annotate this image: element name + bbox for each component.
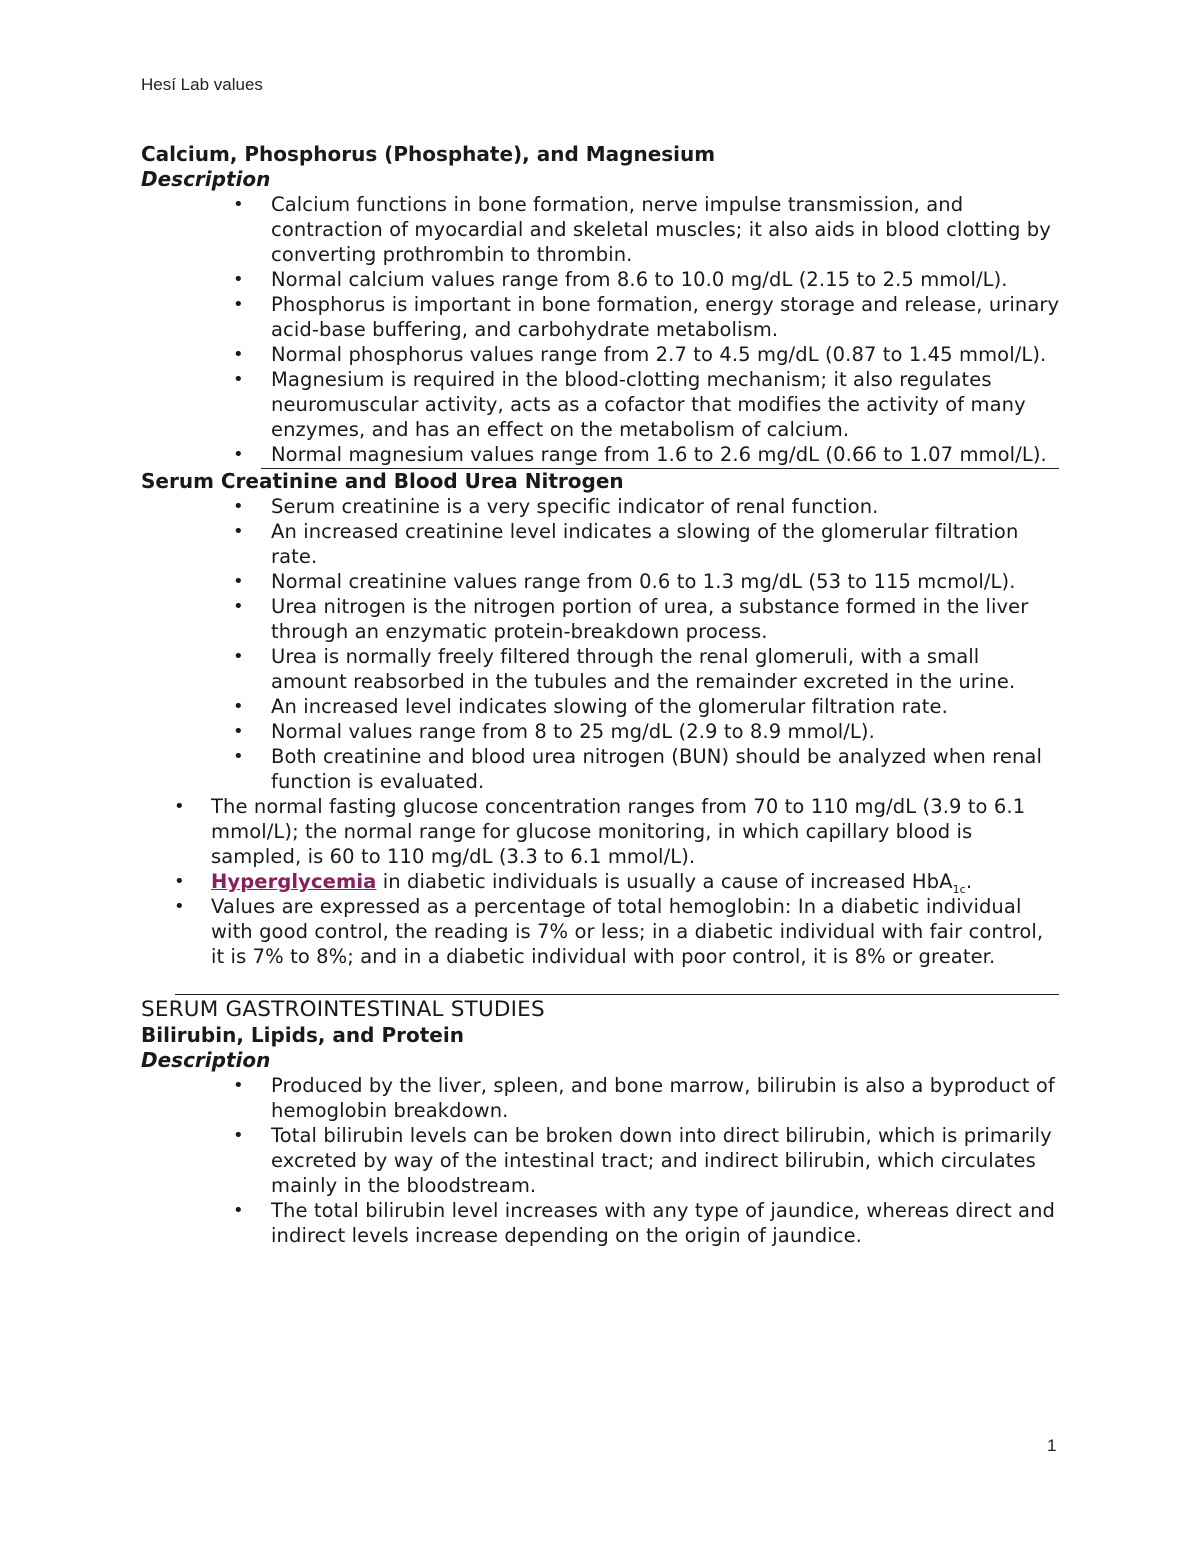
list-item: • The total bilirubin level increases with any type of jaundice, whereas direct and indirect levels increase depending on the origin of jaundice.: [233, 1199, 1056, 1247]
document-body: [141, 142, 1061, 1248]
list-item: • An increased creatinine level indicates a slowing of the glomerular filtration rate.: [233, 520, 1019, 568]
bullet-icon: •: [233, 294, 244, 315]
bullet-icon: •: [233, 721, 244, 742]
list-item: • Phosphorus is important in bone formation, energy storage and release, urinary acid-base buffering, and carbohydrate metabolism.: [233, 293, 1060, 341]
bullet-icon: •: [233, 194, 244, 215]
list-item: • Calcium functions in bone formation, nerve impulse transmission, and contraction of myocardial and skeletal muscles; it also aids in blood clotting by converting prothrombin to thrombin.: [233, 193, 1051, 266]
section-title-gastrointestinal: SERUM GASTROINTESTINAL STUDIES: [141, 997, 545, 1022]
list-item: • Hyperglycemia in diabetic individuals is usually a cause of increased HbA$_{1c}$.: [174, 870, 973, 896]
list-item: • Both creatinine and blood urea nitrogen (BUN) should be analyzed when renal function is evaluated.: [233, 745, 1042, 793]
subheading-bilirubin: Bilirubin, Lipids, and Protein: [141, 1023, 464, 1047]
bullet-icon: •: [174, 796, 185, 817]
list-item: • An increased level indicates slowing of the glomerular filtration rate.: [233, 695, 948, 718]
bullet-icon: •: [233, 344, 244, 365]
list-item: • Normal values range from 8 to 25 mg/dL (2.9 to 8.9 mmol/L).: [233, 720, 875, 743]
description-heading: Description: [141, 1048, 271, 1072]
bullet-icon: •: [233, 1200, 244, 1221]
description-heading: Description: [141, 167, 271, 191]
list-item: • Urea is normally freely filtered through the renal glomeruli, with a small amount reabsorbed in the tubules and the remainder excreted in the urine.: [233, 645, 1016, 693]
bullet-icon: •: [233, 444, 244, 465]
list-item: • Normal magnesium values range from 1.6 to 2.6 mg/dL (0.66 to 1.07 mmol/L).: [233, 443, 1047, 466]
bullet-icon: •: [233, 1075, 244, 1096]
bullet-icon: •: [233, 496, 244, 517]
list-item: • Magnesium is required in the blood-clotting mechanism; it also regulates neuromuscular activity, acts as a cofactor that modifies the activity of many enzymes, and has an effect on the metabolism of calcium.: [233, 368, 1026, 441]
list-item: • Total bilirubin levels can be broken down into direct bilirubin, which is primarily excreted by way of the intestinal tract; and indirect bilirubin, which circulates mainly in the bloodstream.: [233, 1124, 1052, 1197]
bullet-icon: •: [233, 1125, 244, 1146]
list-item: • Serum creatinine is a very specific indicator of renal function.: [233, 495, 879, 518]
page-header: Hesí Lab values: [141, 75, 263, 94]
section-title-creatinine: Serum Creatinine and Blood Urea Nitrogen: [141, 469, 624, 493]
list-item: • Values are expressed as a percentage of total hemoglobin: In a diabetic individual with good control, the reading is 7% or less; in a diabetic individual with fair control, it is 7% to 8%; and in a diabetic individual with poor control, it is 8% or greater.: [174, 895, 1044, 968]
list-item: • Normal phosphorus values range from 2.7 to 4.5 mg/dL (0.87 to 1.45 mmol/L).: [233, 343, 1047, 366]
hyperglycemia-link[interactable]: Hyperglycemia: [211, 870, 377, 893]
bullet-icon: •: [233, 369, 244, 390]
bullet-icon: •: [233, 596, 244, 617]
calcium-list: [141, 192, 1061, 467]
bullet-icon: •: [233, 571, 244, 592]
bullet-icon: •: [174, 896, 185, 917]
bullet-icon: •: [233, 646, 244, 667]
bilirubin-list: [141, 1073, 1061, 1248]
section-title-calcium: Calcium, Phosphorus (Phosphate), and Magnesium: [141, 142, 716, 166]
list-item: • Normal calcium values range from 8.6 to 10.0 mg/dL (2.15 to 2.5 mmol/L).: [233, 268, 1008, 291]
creatinine-list: [141, 494, 1061, 794]
list-item: • The normal fasting glucose concentration ranges from 70 to 110 mg/dL (3.9 to 6.1 mmol/L); the normal range for glucose monitoring, in which capillary blood is sampled, is 60 to 110 mg/dL (3.3 to 6.1 mmol/L).: [174, 795, 1026, 868]
page-number: 1: [1047, 1436, 1057, 1455]
bullet-icon: •: [233, 696, 244, 717]
list-item: • Normal creatinine values range from 0.6 to 1.3 mg/dL (53 to 115 mcmol/L).: [233, 570, 1016, 593]
list-item: • Urea nitrogen is the nitrogen portion of urea, a substance formed in the liver through an enzymatic protein-breakdown process.: [233, 595, 1029, 643]
divider: [175, 994, 1059, 995]
bullet-icon: •: [174, 871, 185, 892]
glucose-list: [141, 794, 1061, 969]
bullet-icon: •: [233, 746, 244, 767]
list-item: • Produced by the liver, spleen, and bone marrow, bilirubin is also a byproduct of hemoglobin breakdown.: [233, 1074, 1055, 1122]
bullet-icon: •: [233, 521, 244, 542]
bullet-icon: •: [233, 269, 244, 290]
